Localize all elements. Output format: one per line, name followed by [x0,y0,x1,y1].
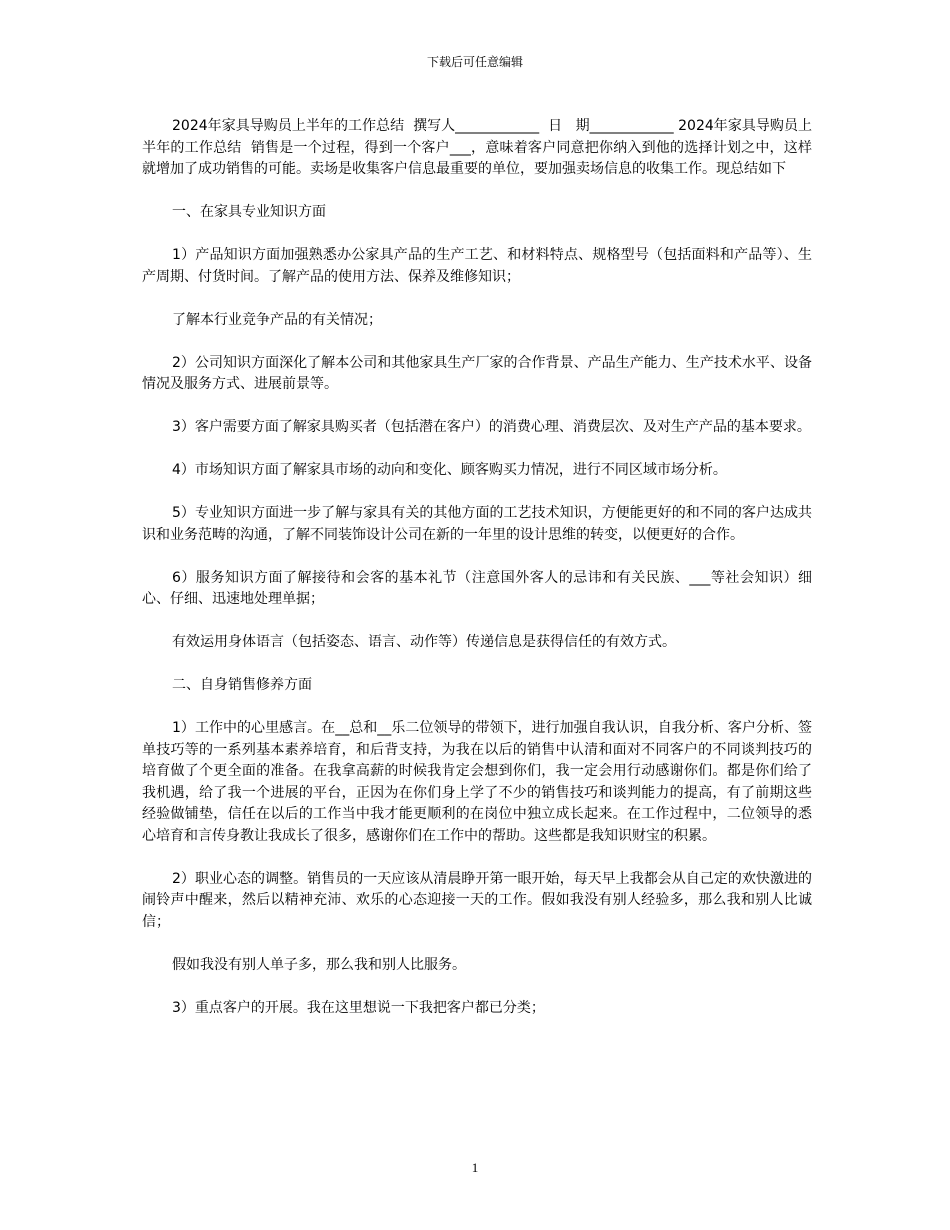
paragraph: 2）公司知识方面深化了解本公司和其他家具生产厂家的合作背景、产品生产能力、生产技术水平、设备情况及服务方式、进展前景等。 [142,354,812,392]
page-header: 下载后可任意编辑 [426,55,523,69]
paragraph: 6）服务知识方面了解接待和会客的基本礼节（注意国外客人的忌讳和有关民族、___等社会知识）细心、仔细、迅速地处理单据； [142,569,812,607]
paragraph: 3）客户需要方面了解家具购买者（包括潜在客户）的消费心理、消费层次、及对生产产品的基本要求。 [172,419,811,435]
paragraph: 4）市场知识方面了解家具市场的动向和变化、顾客购买力情况，进行不同区域市场分析。 [172,462,727,478]
paragraph-intro: 2024年家具导购员上半年的工作总结 撰写人____________ 日 期____________ 2024年家具导购员上半年的工作总结 销售是一个过程，得到一个客户___，意味着客户同意把你纳入到他的选择计划之中，这样就增加了成功销售的可能。卖场是收集客户信息最重要的单位，要加强卖场信息的收集工作。现总结如下 [142,118,812,177]
section-heading-1: 一、在家具专业知识方面 [172,204,326,220]
page-number: 1 [471,1160,479,1175]
paragraph: 1）工作中的心里感言。在__总和__乐二位领导的带领下，进行加强自我认识，自我分析、客户分析、签单技巧等的一系列基本素养培育，和后背支持，为我在以后的销售中认清和面对不同客户的不同谈判技巧的培育做了个更全面的准备。在我拿高薪的时候我肯定会想到你们，我一定会用行动感谢你们。都是你们给了我机遇，给了我一个进展的平台，正因为在你们身上学了不少的销售技巧和谈判能力的提高，有了前期这些经验做铺垫，信任在以后的工作当中我才能更顺利的在岗位中独立成长起来。在工作过程中，二位领导的悉心培育和言传身教让我成长了很多，感谢你们在工作中的帮助。这些都是我知识财宝的积累。 [142,720,812,844]
paragraph: 1）产品知识方面加强熟悉办公家具产品的生产工艺、和材料特点、规格型号（包括面料和产品等）、生产周期、付货时间。了解产品的使用方法、保养及维修知识； [142,247,812,285]
paragraph: 2）职业心态的调整。销售员的一天应该从清晨睁开第一眼开始，每天早上我都会从自己定的欢快激进的闹铃声中醒来，然后以精神充沛、欢乐的心态迎接一天的工作。假如我没有别人经验多，那么我和别人比诚信； [142,870,812,930]
paragraph: 了解本行业竞争产品的有关情况； [172,311,382,328]
paragraph: 3）重点客户的开展。我在这里想说一下我把客户都已分类； [172,999,545,1016]
paragraph: 假如我没有别人单子多，那么我和别人比服务。 [172,956,466,973]
paragraph: 5）专业知识方面进一步了解与家具有关的其他方面的工艺技术知识，方便能更好的和不同的客户达成共识和业务范畴的沟通，了解不同装饰设计公司在新的一年里的设计思维的转变，以便更好的合作。 [142,505,812,543]
document-body [142,116,812,1041]
section-heading-2: 二、自身销售修养方面 [172,677,312,693]
paragraph: 有效运用身体语言（包括姿态、语言、动作等）传递信息是获得信任的有效方式。 [172,634,676,650]
